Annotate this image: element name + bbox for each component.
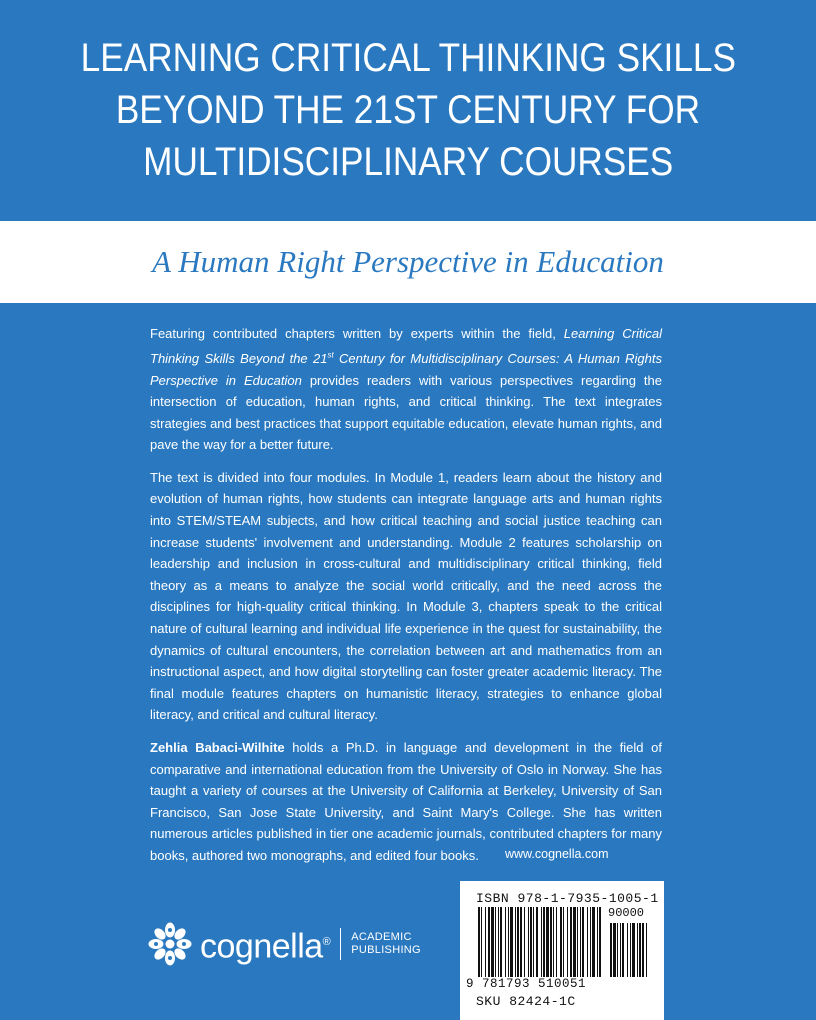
title-line-2: BEYOND THE 21ST CENTURY FOR: [115, 88, 701, 132]
website-link[interactable]: www.cognella.com: [505, 847, 609, 861]
tagline-line-2: PUBLISHING: [351, 944, 421, 957]
subtitle-band: [0, 221, 816, 303]
tagline-line-1: ACADEMIC: [351, 931, 412, 944]
barcode-addon: 90000: [608, 906, 645, 920]
description-paragraph-2: The text is divided into four modules. In Module 1, readers learn about the history and evolution of human rights, how students can integrate language arts and human rights into STEM/STEAM subjects, and how critical teaching and social justice teaching can increase students' involvement and understanding. Module 2 features scholarship on leadership and inclusion in cross-cultural and multidisciplinary critical thinking, field theory as a means to analyze the social world critically, and the need across the disciplines for high-quality critical thinking. In Module 3, chapters speak to the critical nature of cultural learning and individual life experience in the quest for sustainability, the dynamics of cultural encounters, the correlation between art and mathematics from an instructional aspect, and how digital storytelling can foster greater academic literacy. The final module features chapters on humanistic literacy, strategies to enhance global literacy, and critical and cultural literacy.: [150, 469, 662, 723]
description: [150, 323, 662, 878]
title-line-3: MULTIDISCIPLINARY COURSES: [142, 140, 674, 184]
book-title: Learning Critical Thinking Skills Beyond the 21st Century for Multidisciplinary Courses: A Human Rights Perspective in Education: [150, 326, 663, 388]
subtitle: A Human Right Perspective in Education: [152, 244, 664, 279]
description-paragraph-1: [150, 323, 662, 456]
intro-rest: provides readers with various perspectives regarding the intersection of education, human rights, and critical thinking. The text integrates strategies and best practices that support equitable education, elevate human rights, and pave the way for a better future.: [150, 372, 662, 453]
isbn-label: ISBN 978-1-7935-1005-1: [476, 891, 659, 906]
intro-text: Featuring contributed chapters written by experts within the field,: [150, 326, 564, 341]
barcode-digits: 9 781793 510051: [466, 977, 587, 991]
author-bio-text: holds a Ph.D. in language and development in the field of comparative and international education from the University of Oslo in Norway. She has taught a variety of courses at the University of California at Berkeley, University of San Francisco, San Jose State University, and Saint Mary's College. She has written numerous articles published in tier one academic journals, contributed chapters for many books, authored two monographs, and edited four books.: [150, 740, 662, 863]
publisher-tagline: [351, 931, 421, 957]
title-block: [0, 0, 816, 220]
barcode-box: [460, 881, 664, 1020]
title-line-1: LEARNING CRITICAL THINKING SKILLS: [80, 36, 736, 80]
publisher-logo: [146, 918, 421, 970]
author-name: Zehlia Babaci-Wilhite: [150, 740, 285, 756]
logo-divider: [340, 928, 341, 960]
cognella-flower-icon: [146, 920, 194, 968]
sku-label: SKU 82424-1C: [476, 994, 576, 1009]
publisher-wordmark: cognella®: [200, 927, 331, 966]
